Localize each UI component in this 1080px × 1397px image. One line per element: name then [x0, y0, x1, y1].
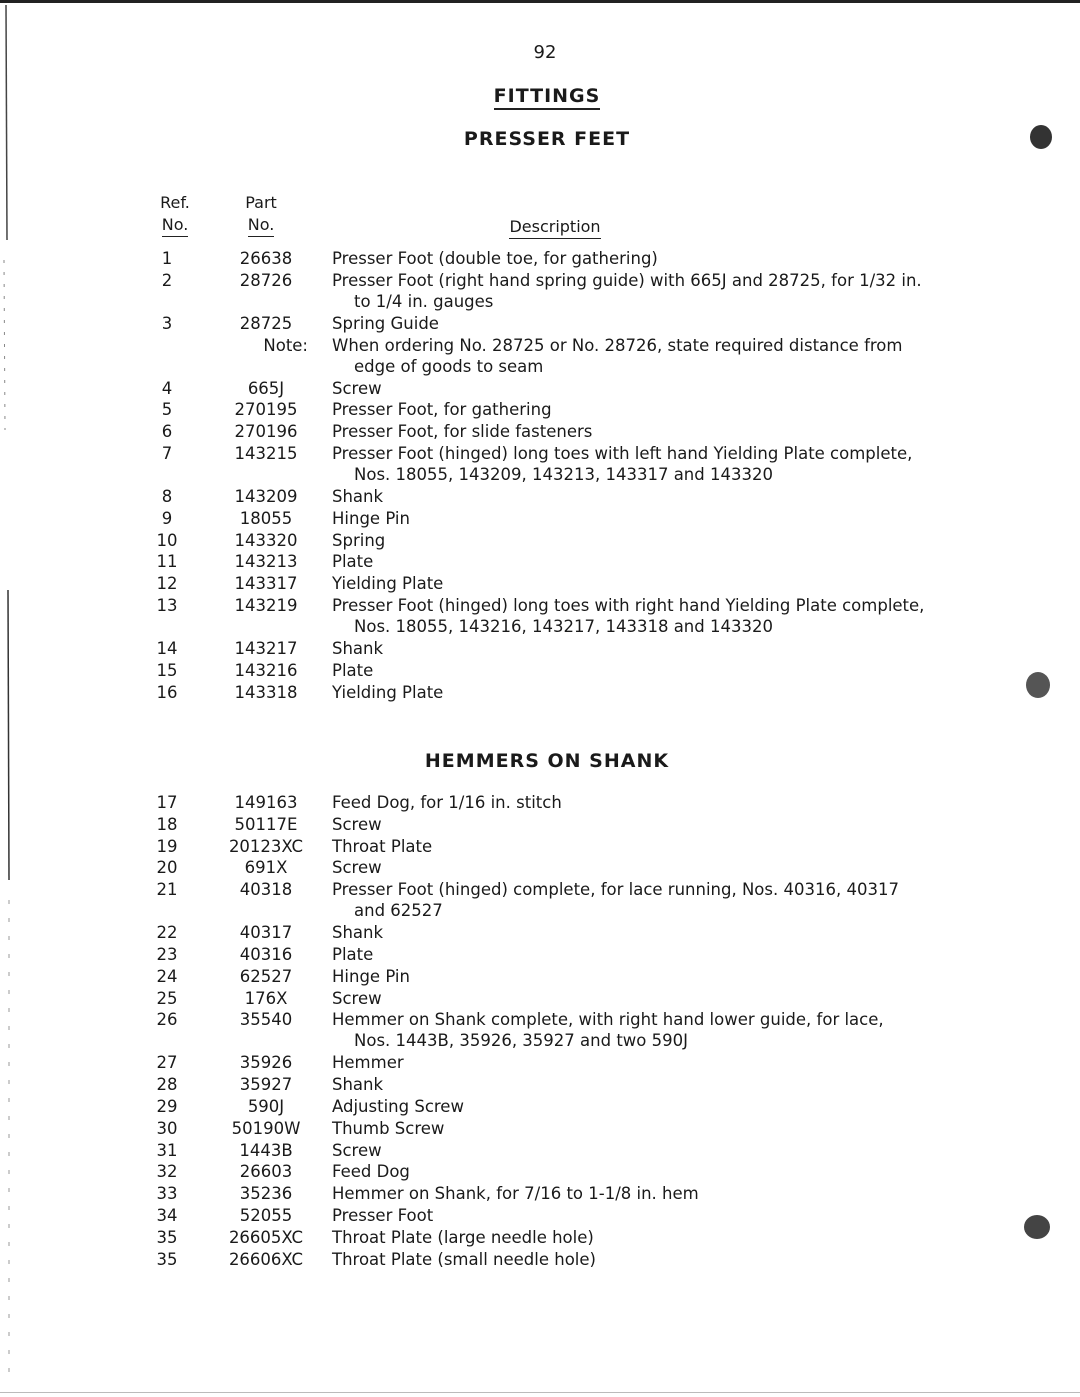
description-continuation: to 1/4 in. gauges: [354, 291, 494, 311]
part-description: [332, 1118, 942, 1139]
description-line: Presser Foot (hinged) complete, for lace running, Nos. 40316, 40317: [332, 880, 899, 900]
description-line: Presser Foot, for slide fasteners: [332, 422, 593, 442]
ref-number: 27: [156, 1053, 178, 1073]
description-line: Shank: [332, 639, 384, 658]
description-continuation: edge of goods to seam: [354, 356, 544, 376]
part-number: 143217: [234, 639, 298, 658]
description-line: Screw: [332, 858, 382, 878]
description-line: Yielding Plate: [332, 682, 444, 702]
part-description: [332, 944, 942, 965]
ref-number: 26: [156, 1010, 178, 1030]
description-line: Hinge Pin: [332, 966, 410, 986]
part-number: 40316: [239, 945, 293, 964]
ref-number: 8: [161, 487, 173, 506]
description-line: Screw: [332, 378, 382, 398]
scan-speck: [1026, 672, 1050, 698]
description-line: Adjusting Screw: [332, 1097, 464, 1116]
part-number: 665J: [247, 378, 285, 398]
part-number: 143209: [234, 487, 298, 506]
ref-number: 35: [156, 1227, 178, 1247]
part-number: 50190W: [231, 1118, 301, 1138]
part-description: [332, 988, 942, 1009]
description-line: Feed Dog: [332, 1162, 410, 1182]
description-continuation: Nos. 18055, 143216, 143217, 143318 and 143320: [354, 617, 773, 636]
part-number: 28726: [239, 270, 293, 290]
ref-number: 3: [161, 313, 173, 333]
part-description: [332, 1052, 942, 1073]
part-number: 40317: [239, 923, 293, 943]
description-line: Throat Plate (small needle hole): [332, 1249, 596, 1269]
description-line: Spring Guide: [332, 313, 439, 333]
part-description: [332, 508, 942, 529]
description-header-text: Description: [509, 217, 600, 239]
scan-speck: [1030, 125, 1052, 149]
ref-no-header: [150, 192, 200, 236]
ref-number: 10: [156, 530, 178, 550]
part-description: [332, 1249, 942, 1270]
description-line: When ordering No. 28725 or No. 28726, state required distance from: [332, 335, 903, 355]
ref-number: 14: [156, 639, 178, 658]
part-description: [332, 443, 942, 485]
description-continuation: Nos. 18055, 143209, 143213, 143317 and 143320: [354, 465, 773, 484]
part-description: [332, 313, 942, 334]
ref-number: 17: [156, 793, 178, 812]
ref-number: 25: [156, 988, 178, 1008]
description-continuation: and 62527: [354, 901, 443, 921]
ref-number: 12: [156, 574, 178, 594]
part-number: 143216: [234, 660, 298, 680]
part-number: 40318: [239, 880, 293, 900]
part-description: [332, 335, 942, 377]
part-number: 62527: [239, 966, 293, 986]
ref-number: 22: [156, 923, 178, 943]
ref-number: 6: [161, 422, 173, 442]
description-line: Plate: [332, 552, 374, 572]
part-number: 143213: [234, 552, 298, 572]
part-description: [332, 486, 942, 507]
heading-presser-feet: PRESSER FEET: [463, 128, 631, 150]
ref-number: 32: [156, 1162, 178, 1182]
ref-number: 15: [156, 660, 178, 680]
part-description: [332, 573, 942, 594]
binding-edge-marks: [0, 0, 22, 1397]
part-number: 35236: [239, 1184, 293, 1204]
description-line: Shank: [332, 1075, 384, 1095]
part-description: [332, 922, 942, 943]
description-line: Presser Foot (hinged) long toes with left hand Yielding Plate complete,: [332, 444, 913, 463]
description-line: Plate: [332, 945, 374, 964]
part-description: [332, 248, 942, 269]
part-number: 26603: [239, 1162, 293, 1182]
part-description: [332, 1074, 942, 1095]
part-header-line1: Part: [245, 193, 277, 212]
description-line: Plate: [332, 660, 374, 680]
part-number: 1443B: [239, 1140, 293, 1160]
description-line: Presser Foot (double toe, for gathering): [332, 249, 658, 268]
part-description: [332, 1227, 942, 1248]
part-description: [332, 530, 942, 551]
ref-number: 19: [156, 836, 178, 856]
description-line: Screw: [332, 814, 382, 834]
ref-number: 24: [156, 966, 178, 986]
part-description: [332, 595, 942, 637]
ref-number: 13: [156, 596, 178, 615]
part-description: [332, 1183, 942, 1204]
part-number: 20123XC: [228, 836, 304, 856]
part-number: 143317: [234, 574, 298, 594]
part-number: 35540: [239, 1010, 293, 1030]
part-description: [332, 399, 942, 420]
ref-number: 2: [161, 270, 173, 290]
page-number: 92: [533, 42, 557, 63]
description-line: Throat Plate: [332, 836, 433, 856]
part-no-header: [236, 192, 286, 236]
part-description: [332, 638, 942, 659]
ref-number: 29: [156, 1097, 178, 1116]
part-number: 35927: [239, 1075, 293, 1095]
part-description: [332, 879, 942, 921]
part-description: [332, 836, 942, 857]
part-number: 28725: [239, 313, 293, 333]
ref-header-line1: Ref.: [160, 193, 190, 212]
description-line: Spring: [332, 530, 386, 550]
part-number: 691X: [244, 858, 288, 878]
ref-number: 33: [156, 1184, 178, 1204]
part-number: 590J: [247, 1097, 285, 1116]
ref-number: 5: [161, 400, 173, 420]
part-description: [332, 857, 942, 878]
ref-number: 18: [156, 814, 178, 834]
ref-number: 31: [156, 1140, 178, 1160]
description-header: [480, 216, 630, 238]
part-header-line2: No.: [248, 215, 275, 237]
part-description: [332, 660, 942, 681]
description-line: Throat Plate (large needle hole): [332, 1227, 594, 1247]
description-continuation: Nos. 1443B, 35926, 35927 and two 590J: [354, 1031, 688, 1051]
bottom-border: [0, 1392, 1080, 1393]
part-number: 52055: [239, 1206, 293, 1225]
part-number: 26638: [239, 249, 293, 268]
description-line: Hemmer: [332, 1053, 404, 1073]
part-description: [332, 378, 942, 399]
ref-header-line2: No.: [162, 215, 189, 237]
ref-number: 9: [161, 508, 173, 528]
ref-number: 34: [156, 1206, 178, 1225]
part-description: [332, 682, 942, 703]
ref-number: 4: [161, 378, 173, 398]
part-number: 149163: [234, 793, 298, 812]
description-line: Thumb Screw: [332, 1118, 445, 1138]
heading-fittings: [0, 85, 1080, 107]
ref-number: 28: [156, 1075, 178, 1095]
part-number: 270196: [234, 422, 298, 442]
description-line: Hemmer on Shank complete, with right hand lower guide, for lace,: [332, 1010, 884, 1030]
ref-number: 20: [156, 858, 178, 878]
part-description: [332, 421, 942, 442]
part-description: [332, 1009, 942, 1051]
top-border: [0, 0, 1080, 3]
part-description: [332, 551, 942, 572]
part-description: [332, 1205, 942, 1226]
part-number: 18055: [239, 508, 293, 528]
part-number: 143219: [234, 596, 298, 615]
description-line: Screw: [332, 988, 382, 1008]
ref-number: 21: [156, 880, 178, 900]
part-description: [332, 966, 942, 987]
part-number: 143215: [234, 444, 298, 463]
ref-number: 23: [156, 945, 178, 964]
part-number: 50117E: [234, 814, 298, 834]
heading-fittings-text: FITTINGS: [494, 85, 601, 110]
scan-speck: [1024, 1215, 1050, 1239]
heading-hemmers-on-shank: HEMMERS ON SHANK: [424, 750, 670, 772]
part-description: [332, 1161, 942, 1182]
description-line: Presser Foot: [332, 1206, 434, 1225]
description-line: Hemmer on Shank, for 7/16 to 1-1/8 in. hem: [332, 1184, 699, 1204]
description-line: Presser Foot (right hand spring guide) with 665J and 28725, for 1/32 in.: [332, 270, 922, 290]
part-number: 143320: [234, 530, 298, 550]
part-description: [332, 1140, 942, 1161]
part-description: [332, 1096, 942, 1117]
description-line: Feed Dog, for 1/16 in. stitch: [332, 793, 562, 812]
part-number: 143318: [234, 682, 298, 702]
description-line: Presser Foot, for gathering: [332, 400, 552, 420]
part-number: 26605XC: [228, 1227, 304, 1247]
part-number: Note:: [263, 335, 308, 355]
part-description: [332, 270, 942, 312]
part-description: [332, 814, 942, 835]
ref-number: 7: [161, 444, 173, 463]
part-description: [332, 792, 942, 813]
description-line: Screw: [332, 1140, 382, 1160]
part-number: 35926: [239, 1053, 293, 1073]
ref-number: 16: [156, 682, 178, 702]
description-line: Shank: [332, 487, 384, 506]
ref-number: 30: [156, 1118, 178, 1138]
description-line: Yielding Plate: [332, 574, 444, 594]
ref-number: 11: [156, 552, 178, 572]
ref-number: 35: [156, 1249, 178, 1269]
part-number: 270195: [234, 400, 298, 420]
description-line: Presser Foot (hinged) long toes with right hand Yielding Plate complete,: [332, 596, 925, 615]
ref-number: 1: [161, 249, 173, 268]
description-line: Shank: [332, 923, 384, 943]
part-number: 26606XC: [228, 1249, 304, 1269]
part-number: 176X: [244, 988, 288, 1008]
description-line: Hinge Pin: [332, 508, 410, 528]
